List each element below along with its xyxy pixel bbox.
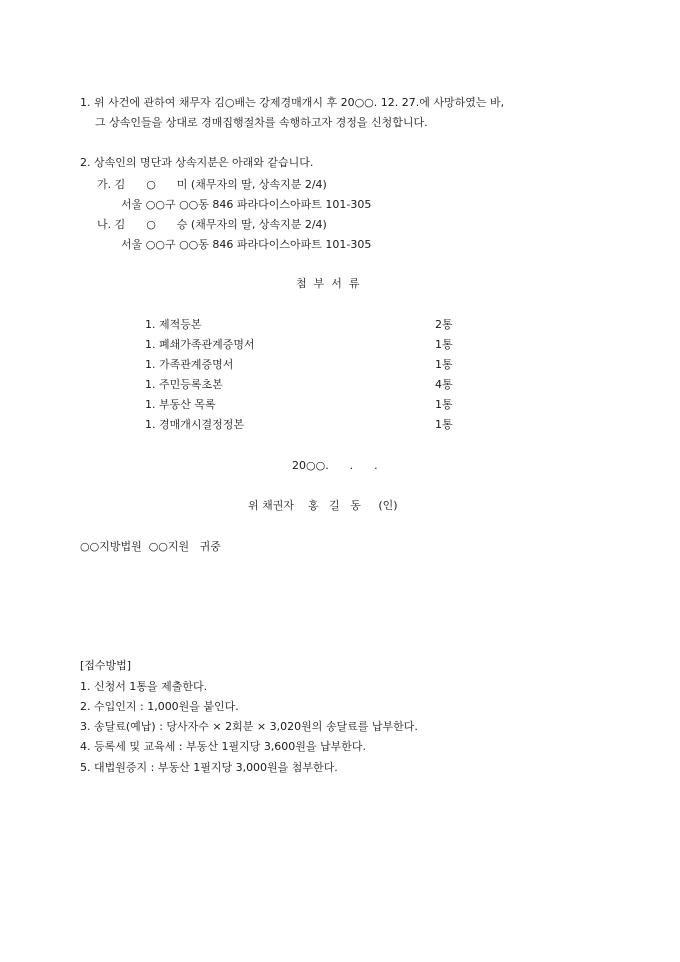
date-line: 20○○. . . (292, 459, 378, 472)
attachments-title: 첨 부 서 류 (296, 277, 360, 290)
attachment-count: 2통 (435, 318, 453, 331)
heir-address: 서울 ○○구 ○○동 846 파라다이스아파트 101-305 (121, 198, 372, 211)
paragraph1-line1: 1. 위 사건에 관하여 채무자 김○배는 강제경매개시 후 20○○. 12. 27.에 사망하였는 바, (80, 96, 505, 109)
attachment-name: 1. 주민등록초본 (145, 378, 223, 391)
attachment-count: 1통 (435, 358, 453, 371)
attachment-count: 1통 (435, 398, 453, 411)
attachment-name: 1. 폐쇄가족관계증명서 (145, 338, 255, 351)
attachment-count: 1통 (435, 418, 453, 431)
attachment-name: 1. 가족관계증명서 (145, 358, 234, 371)
heir-line: 가. 김 ○ 미 (채무자의 딸, 상속지분 2/4) (97, 178, 327, 191)
court-addressee: ○○지방법원 ○○지원 귀중 (80, 540, 221, 553)
heir-line: 나. 김 ○ 승 (채무자의 딸, 상속지분 2/4) (97, 218, 327, 231)
heir-address: 서울 ○○구 ○○동 846 파라다이스아파트 101-305 (121, 238, 372, 251)
method-title: [접수방법] (80, 659, 132, 672)
attachment-name: 1. 제적등본 (145, 318, 202, 331)
attachment-name: 1. 부동산 목록 (145, 398, 216, 411)
method-item: 4. 등록세 및 교육세 : 부동산 1필지당 3,600원을 납부한다. (80, 740, 367, 753)
signer-line: 위 채권자 홍 길 동 (인) (248, 499, 398, 512)
method-item: 2. 수입인지 : 1,000원을 붙인다. (80, 700, 239, 713)
method-item: 3. 송달료(예납) : 당사자수 × 2회분 × 3,020원의 송달료를 납부한다. (80, 720, 418, 733)
method-item: 5. 대법원증지 : 부동산 1필지당 3,000원을 첨부한다. (80, 761, 338, 774)
attachment-count: 1통 (435, 338, 453, 351)
paragraph2-intro: 2. 상속인의 명단과 상속지분은 아래와 같습니다. (80, 156, 314, 169)
method-item: 1. 신청서 1통을 제출한다. (80, 680, 208, 693)
attachment-name: 1. 경매개시결정정본 (145, 418, 244, 431)
paragraph1-line2: 그 상속인들을 상대로 경매집행절차를 속행하고자 경정을 신청합니다. (95, 116, 428, 129)
attachment-count: 4통 (435, 378, 453, 391)
